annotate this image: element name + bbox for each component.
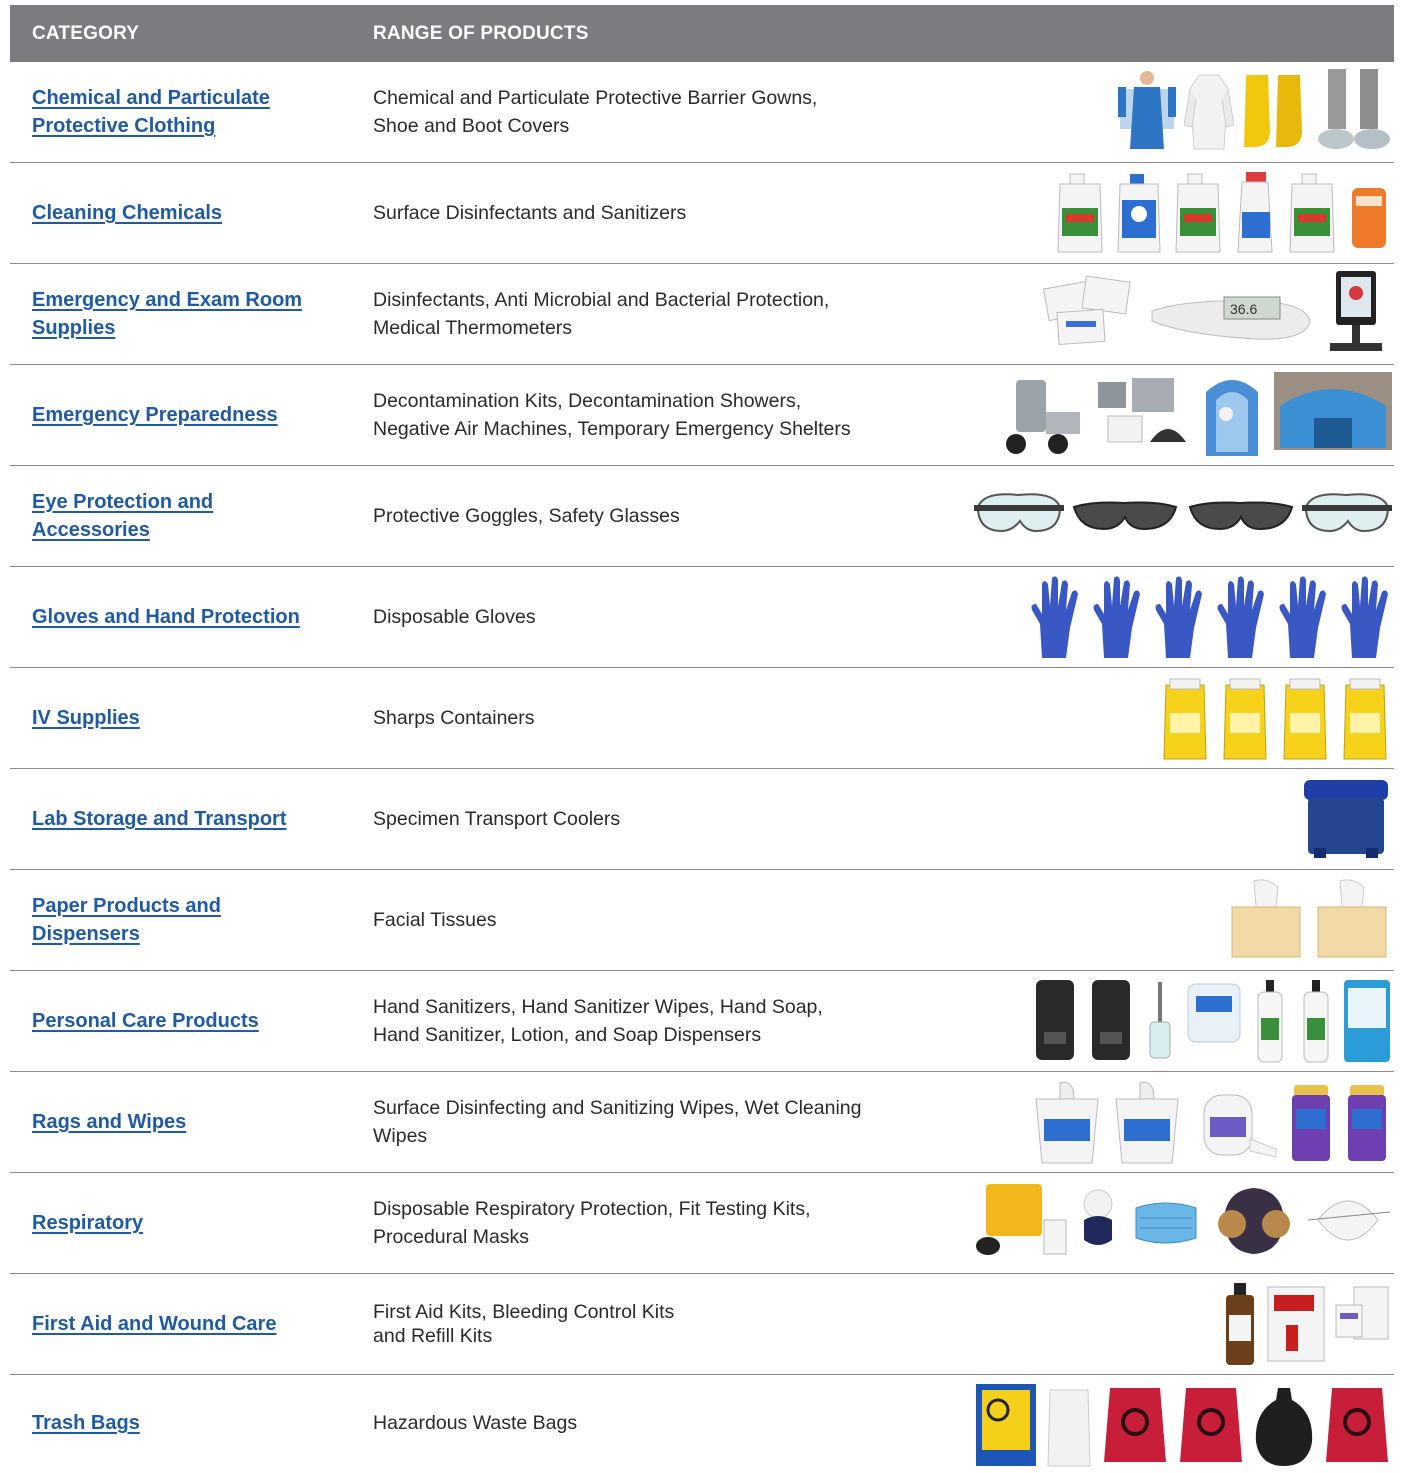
glove-icon [1150, 574, 1206, 660]
category-link-line: Rags and Wipes [32, 1111, 187, 1133]
product-range [373, 704, 933, 732]
product-range-line: Chemical and Particulate Protective Barrier Gowns, [373, 87, 818, 109]
category-link-line: Eye Protection and [32, 491, 214, 513]
transport-bag-icon [974, 1382, 1038, 1468]
category-link[interactable] [32, 199, 352, 227]
trash-bag-icon [1252, 1382, 1316, 1468]
product-range [373, 502, 933, 530]
product-range-line: Shoe and Boot Covers [373, 115, 570, 137]
product-range-line: Decontamination Kits, Decontamination Showers, [373, 390, 802, 412]
product-images [942, 1076, 1392, 1168]
product-range-line: Surface Disinfectants and Sanitizers [373, 202, 687, 224]
category-link[interactable] [32, 892, 352, 948]
wipes-roll-icon [1190, 1079, 1280, 1165]
decon-shower-icon [1198, 372, 1268, 458]
first-aid-kit-icon [1266, 1281, 1326, 1367]
product-range-line: Wipes [373, 1125, 428, 1147]
category-link[interactable] [32, 805, 352, 833]
product-range [373, 1300, 933, 1348]
cleaner-jug-icon [1284, 170, 1340, 256]
boot-cover-icon [1240, 69, 1310, 155]
product-images [942, 874, 1392, 966]
lab-coat-icon [1184, 69, 1234, 155]
product-images [942, 167, 1392, 259]
category-link-line: Protective Clothing [32, 115, 216, 137]
antiseptic-bottle-icon [1220, 1281, 1260, 1367]
sharps-container-icon [1338, 675, 1392, 761]
wipes-bucket-icon [1110, 1079, 1184, 1165]
product-images [942, 773, 1392, 865]
category-link[interactable] [32, 1409, 352, 1437]
product-images [942, 1278, 1392, 1370]
category-link-line: Emergency and Exam Room [32, 289, 303, 311]
product-images [942, 571, 1392, 663]
product-images [942, 470, 1392, 562]
category-link[interactable] [32, 401, 352, 429]
category-link-line: Chemical and Particulate [32, 87, 270, 109]
dust-mask-icon [1302, 1180, 1392, 1266]
product-range-line: Protective Goggles, Safety Glasses [373, 505, 680, 527]
biohazard-bag-icon [1176, 1382, 1246, 1468]
product-range-line: Procedural Masks [373, 1226, 530, 1248]
product-range [373, 84, 933, 140]
wipes-pack-icon [1342, 978, 1392, 1064]
table-row [10, 365, 1394, 466]
product-range-line: Hazardous Waste Bags [373, 1412, 578, 1434]
category-link[interactable] [32, 1007, 352, 1035]
soap-dispenser-icon [1086, 978, 1136, 1064]
category-link-line: First Aid and Wound Care [32, 1313, 277, 1335]
surgical-mask-icon [1126, 1180, 1206, 1266]
refill-bottle-icon [1346, 170, 1392, 256]
fit-test-kit-icon [974, 1180, 1070, 1266]
category-link-line: Supplies [32, 317, 116, 339]
table-row [10, 1072, 1394, 1173]
soap-dispenser-icon [1030, 978, 1080, 1064]
sharps-container-icon [1218, 675, 1272, 761]
product-range-line: Sharps Containers [373, 707, 535, 729]
sanitizer-stand-icon [1142, 978, 1178, 1064]
thermometer-icon [1146, 271, 1316, 357]
svg-text:36.6: 36.6 [1230, 301, 1258, 317]
category-link[interactable] [32, 704, 352, 732]
glove-icon [1274, 574, 1330, 660]
table-row [10, 1173, 1394, 1274]
product-range [373, 603, 933, 631]
product-range-line: Disposable Gloves [373, 606, 536, 628]
product-range-line: First Aid Kits, Bleeding Control Kits [373, 1301, 675, 1323]
category-link-line: Accessories [32, 519, 150, 541]
glove-icon [1088, 574, 1144, 660]
safety-glasses-icon [1186, 473, 1296, 559]
category-link[interactable] [32, 603, 352, 631]
spray-bottle-icon [1232, 170, 1278, 256]
temperature-kiosk-icon [1322, 271, 1392, 357]
paper-bag-icon [1044, 1382, 1094, 1468]
header-range: RANGE OF PRODUCTS [373, 22, 589, 44]
category-link[interactable] [32, 84, 352, 140]
table-row [10, 668, 1394, 769]
table-row [10, 870, 1394, 971]
product-range [373, 906, 933, 934]
biohazard-bag-icon [1322, 1382, 1392, 1468]
pump-bottle-icon [1296, 978, 1336, 1064]
category-link-line: Paper Products and [32, 895, 221, 917]
product-images [942, 975, 1392, 1067]
category-link[interactable] [32, 488, 352, 544]
wipes-canister-icon [1342, 1079, 1392, 1165]
category-link[interactable] [32, 1209, 352, 1237]
respirator-icon [1212, 1180, 1296, 1266]
product-range [373, 286, 933, 342]
product-images [942, 369, 1392, 461]
product-range [373, 1094, 933, 1150]
goggles-icon [1302, 473, 1392, 559]
wipes-canister-icon [1286, 1079, 1336, 1165]
goggles-icon [974, 473, 1064, 559]
shoe-cover-icon [1316, 69, 1392, 155]
products-table [10, 5, 1394, 1471]
category-link-line: Respiratory [32, 1212, 144, 1234]
air-machine-icon [1092, 372, 1192, 458]
gown-icon [1116, 69, 1178, 155]
safety-glasses-icon [1070, 473, 1180, 559]
product-images [942, 1177, 1392, 1269]
category-link[interactable] [32, 1108, 352, 1136]
glove-icon [1212, 574, 1268, 660]
product-range [373, 1195, 933, 1251]
glove-icon [1026, 574, 1082, 660]
table-row [10, 163, 1394, 264]
table-row [10, 62, 1394, 163]
table-row [10, 1375, 1394, 1471]
table-row [10, 567, 1394, 668]
table-body [10, 62, 1394, 1471]
product-range-line: Medical Thermometers [373, 317, 573, 339]
table-row [10, 769, 1394, 870]
product-images [942, 268, 1392, 360]
product-range [373, 993, 933, 1049]
refill-kit-icon [1332, 1281, 1392, 1367]
transport-cooler-icon [1300, 776, 1392, 862]
bleach-jug-icon [1114, 170, 1164, 256]
product-images [942, 672, 1392, 764]
wipe-packets-icon [1040, 271, 1140, 357]
product-range-line: Surface Disinfecting and Sanitizing Wipes, Wet Cleaning [373, 1097, 862, 1119]
dispenser-icon [1184, 978, 1244, 1064]
table-header [10, 5, 1394, 62]
table-row [10, 264, 1394, 365]
category-link-line: Lab Storage and Transport [32, 808, 287, 830]
product-range [373, 805, 933, 833]
category-link-line: IV Supplies [32, 707, 140, 729]
cleaner-jug-icon [1052, 170, 1108, 256]
product-range-line: Negative Air Machines, Temporary Emergency Shelters [373, 418, 851, 440]
header-category: CATEGORY [32, 22, 140, 44]
table-row [10, 971, 1394, 1072]
cloth-mask-icon [1076, 1180, 1120, 1266]
product-range-line: Hand Sanitizer, Lotion, and Soap Dispensers [373, 1024, 762, 1046]
sharps-container-icon [1158, 675, 1212, 761]
category-link-line: Dispensers [32, 923, 140, 945]
product-range-line: Disposable Respiratory Protection, Fit Testing Kits, [373, 1198, 811, 1220]
pressure-washer-icon [996, 372, 1086, 458]
wipes-bucket-icon [1030, 1079, 1104, 1165]
product-range-line: Disinfectants, Anti Microbial and Bacterial Protection, [373, 289, 830, 311]
product-images [942, 1379, 1392, 1471]
glove-icon [1336, 574, 1392, 660]
table-row [10, 1274, 1394, 1375]
biohazard-bag-icon [1100, 1382, 1170, 1468]
category-link-line: Cleaning Chemicals [32, 202, 223, 224]
product-range-line: Hand Sanitizers, Hand Sanitizer Wipes, Hand Soap, [373, 996, 823, 1018]
table-row [10, 466, 1394, 567]
sharps-container-icon [1278, 675, 1332, 761]
category-link-line: Gloves and Hand Protection [32, 606, 300, 628]
product-range-line: Specimen Transport Coolers [373, 808, 621, 830]
cleaner-jug-icon [1170, 170, 1226, 256]
shelter-tent-icon [1274, 372, 1392, 458]
product-images [942, 66, 1392, 158]
pump-bottle-icon [1250, 978, 1290, 1064]
category-link[interactable] [32, 1310, 352, 1338]
category-link-line: Trash Bags [32, 1412, 140, 1434]
category-link-line: Personal Care Products [32, 1010, 259, 1032]
product-range-line: and Refill Kits [373, 1325, 493, 1347]
product-range [373, 387, 933, 443]
category-link-line: Emergency Preparedness [32, 404, 278, 426]
product-range [373, 1409, 933, 1437]
tissue-box-icon [1312, 877, 1392, 963]
tissue-box-icon [1226, 877, 1306, 963]
category-link[interactable] [32, 286, 352, 342]
product-range [373, 199, 933, 227]
product-range-line: Facial Tissues [373, 909, 497, 931]
